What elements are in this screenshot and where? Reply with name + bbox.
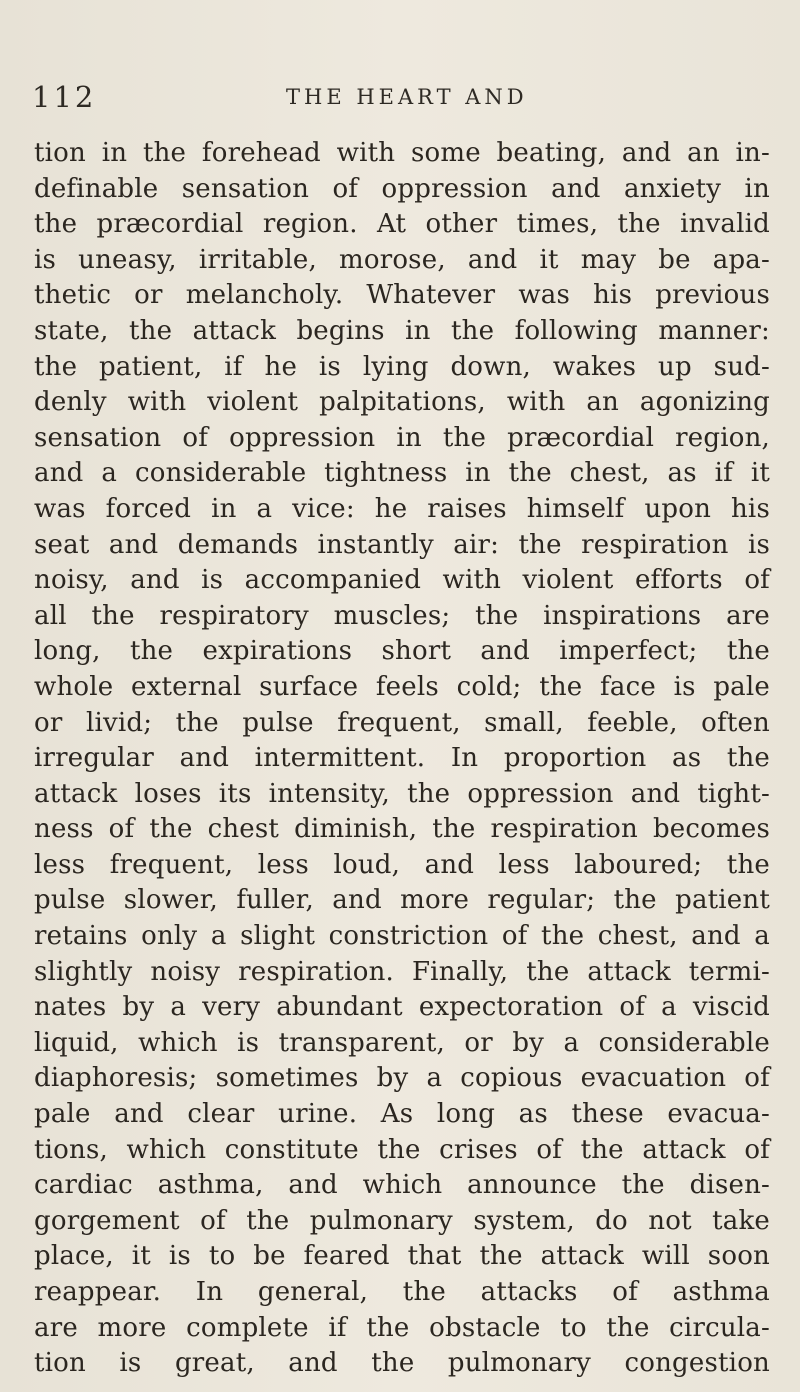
text-line: reappear. In general, the attacks of asthma — [34, 1277, 770, 1307]
text-line: irregular and intermittent. In proportion as the — [34, 743, 770, 774]
text-line: tion in the forehead with some beating, and an in- — [34, 138, 770, 168]
text-line: state, the attack begins in the following manner: — [34, 315, 770, 346]
text-line: the patient, if he is lying down, wakes up sud- — [34, 351, 770, 382]
text-line: tion is great, and the pulmonary congestion — [34, 1348, 770, 1379]
text-line: less frequent, less loud, and less laboured; the — [34, 849, 770, 880]
text-line: noisy, and is accompanied with violent efforts of — [34, 565, 770, 596]
text-line: diaphoresis; sometimes by a copious evacuation of — [34, 1063, 770, 1094]
running-title: THE HEART AND — [286, 85, 528, 109]
text-line: retains only a slight constriction of the chest, and a — [34, 921, 770, 952]
text-line: gorgement of the pulmonary system, do not take — [34, 1205, 770, 1236]
text-line: definable sensation of oppression and anxiety in — [34, 173, 770, 204]
text-line: and a considerable tightness in the chest, as if it — [34, 458, 770, 489]
text-line: or livid; the pulse frequent, small, feeble, often — [34, 707, 770, 738]
page-number: 112 — [32, 80, 97, 114]
text-line: the præcordial region. At other times, the invalid — [34, 209, 770, 240]
text-line: was forced in a vice: he raises himself upon his — [34, 493, 770, 524]
text-line: cardiac asthma, and which announce the disen- — [34, 1170, 770, 1201]
text-line: thetic or melancholy. Whatever was his previous — [34, 280, 770, 311]
text-line: is uneasy, irritable, morose, and it may be apa- — [34, 244, 770, 275]
text-line: whole external surface feels cold; the face is pale — [34, 671, 770, 702]
running-head — [32, 80, 772, 120]
text-line: slightly noisy respiration. Finally, the attack termi- — [34, 956, 770, 987]
text-line: sensation of oppression in the præcordial region, — [34, 422, 770, 453]
text-line: are more complete if the obstacle to the circula- — [34, 1312, 770, 1343]
text-line: liquid, which is transparent, or by a considerable — [34, 1027, 770, 1058]
text-line: nates by a very abundant expectoration of a viscid — [34, 992, 770, 1023]
text-line: seat and demands instantly air: the respiration is — [34, 529, 770, 560]
text-line: all the respiratory muscles; the inspirations are — [34, 600, 770, 631]
text-line: attack loses its intensity, the oppression and tight- — [34, 778, 770, 809]
text-line: pale and clear urine. As long as these evacua- — [34, 1099, 770, 1130]
text-line: tions, which constitute the crises of the attack of — [34, 1134, 770, 1165]
text-line: ness of the chest diminish, the respiration becomes — [34, 814, 770, 845]
body-paragraph — [34, 136, 770, 1382]
text-line: long, the expirations short and imperfect; the — [34, 636, 770, 667]
text-line: pulse slower, fuller, and more regular; the patient — [34, 885, 770, 916]
text-line: place, it is to be feared that the attack will soon — [34, 1241, 770, 1272]
text-line: denly with violent palpitations, with an agonizing — [34, 387, 770, 418]
